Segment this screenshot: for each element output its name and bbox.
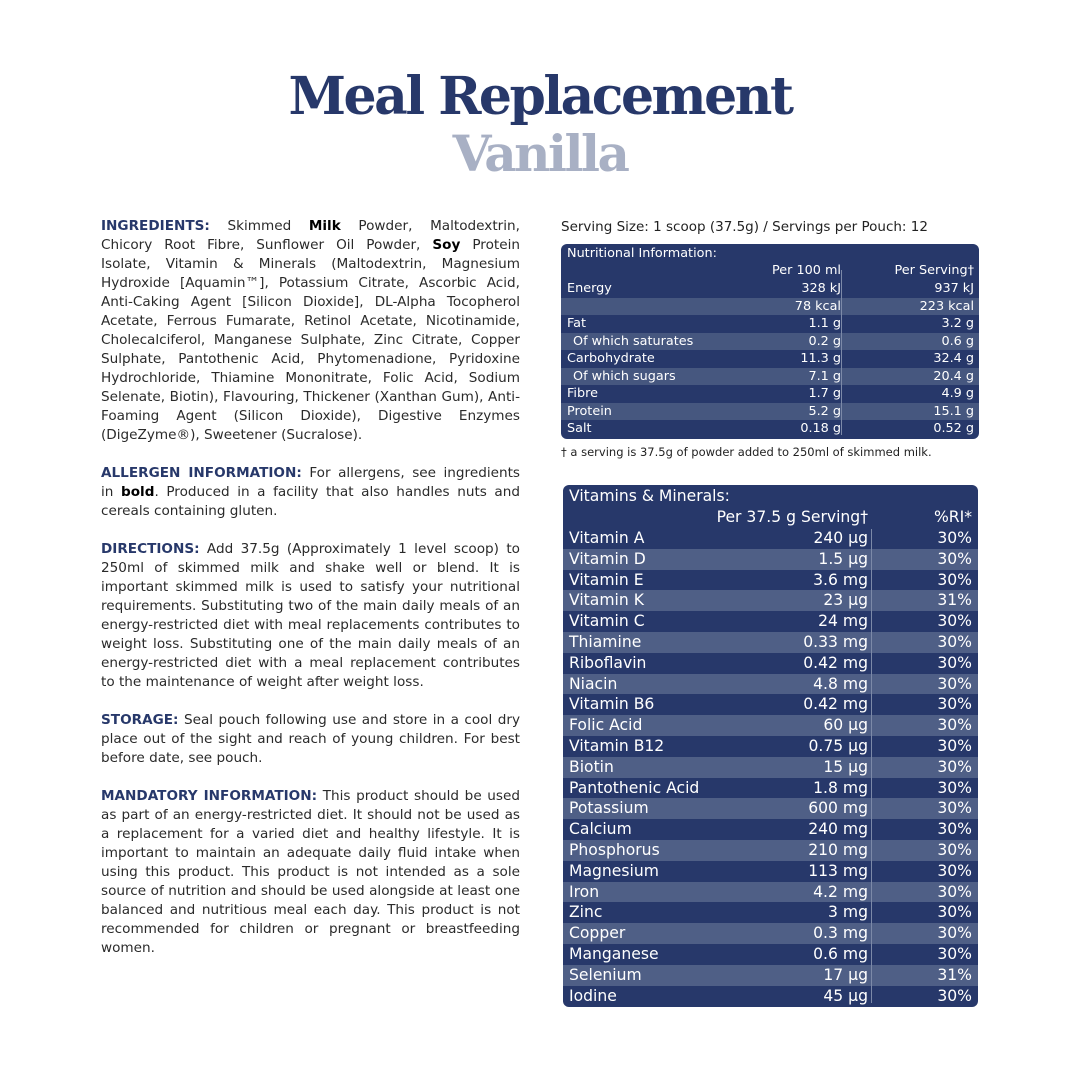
- nutrient-per-serving: 223 kcal: [919, 298, 974, 314]
- vitamin-amount: 23 µg: [823, 591, 868, 610]
- vitamin-ri: 30%: [937, 861, 972, 880]
- nutrient-per100: 5.2 g: [808, 403, 841, 419]
- vitamin-name: Vitamin D: [569, 549, 646, 568]
- vitamins-col-ri: %RI*: [933, 508, 972, 526]
- nutrient-per-serving: 0.52 g: [933, 421, 974, 436]
- vitamin-row: [563, 986, 978, 1007]
- vitamin-name: Vitamin A: [569, 529, 645, 547]
- vitamin-ri: 30%: [937, 653, 972, 672]
- nutrient-name: Salt: [567, 421, 592, 436]
- nutrient-per-serving: 32.4 g: [933, 351, 974, 366]
- vitamin-amount: 45 µg: [823, 986, 868, 1005]
- nutrient-per100: 1.7 g: [808, 386, 841, 401]
- nutrient-per-serving: 3.2 g: [941, 316, 974, 331]
- vitamin-ri: 30%: [937, 674, 972, 693]
- vitamin-row: [563, 840, 978, 861]
- vitamin-row: [563, 819, 978, 840]
- serving-footnote: † a serving is 37.5g of powder added to 250ml of skimmed milk.: [561, 445, 932, 459]
- vitamin-row: [563, 965, 978, 986]
- vitamin-amount: 0.33 mg: [803, 633, 868, 651]
- vitamin-amount: 0.42 mg: [803, 653, 868, 672]
- allergen-paragraph: [101, 464, 520, 521]
- nutrition-col-serving: Per Serving†: [894, 263, 974, 278]
- vitamin-ri: 30%: [937, 778, 972, 797]
- ingredients-text-2: Powder, Maltodextrin, Chicory Root Fibre, Sunflower Oil Powder,: [101, 218, 520, 253]
- vitamin-name: Pantothenic Acid: [569, 778, 700, 797]
- vitamin-name: Vitamin B6: [569, 695, 655, 714]
- nutrient-per100: 1.1 g: [808, 316, 841, 331]
- nutrient-name: Carbohydrate: [567, 351, 655, 366]
- nutrient-name: Fat: [567, 316, 587, 331]
- vitamins-col-serving: Per 37.5 g Serving†: [716, 508, 868, 526]
- nutrient-name: Protein: [567, 403, 612, 419]
- vitamin-name: Calcium: [569, 820, 632, 839]
- vitamin-name: Manganese: [569, 945, 659, 963]
- allergen-text-2: . Produced in a facility that also handles nuts and cereals containing gluten.: [101, 484, 521, 519]
- vitamin-ri: 30%: [937, 716, 972, 735]
- vitamin-row: [563, 611, 978, 632]
- ingredients-label: INGREDIENTS:: [101, 218, 210, 234]
- ingredients-paragraph: [101, 217, 520, 445]
- vitamin-name: Iodine: [569, 986, 617, 1005]
- nutrient-per-serving: 15.1 g: [933, 403, 974, 419]
- ingredients-text-3: Protein Isolate, Vitamin & Minerals (Maltodextrin, Magnesium Hydroxide [Aquamin™], Potassium Citrate, Ascorbic Acid, Anti-Caking Agent [Silicon Dioxide], DL-Alpha Tocopherol Acetate, Ferrous Fumarate, Retinol Acetate, Nicotinamide, Cholecalciferol, Manganese Sulphate, Zinc Citrate, Copper Sulphate, Pantothenic Acid, Phytomenadione, Pyridoxine Hydrochloride, Thiamine Mononitrate, Folic Acid, Sodium Selenate, Biotin), Flavouring, Thickener (Xanthan Gum), Anti-Foaming Agent (Silicon Dioxide), Digestive Enzymes (DigeZyme®), Sweetener (Sucralose).: [101, 237, 520, 443]
- mandatory-text: This product should be used as part of an energy-restricted diet. It should not be used as a replacement for a varied diet and healthy lifestyle. It is important to maintain an adequate daily fluid intake when using this product. This product is not intended as a sole source of nutrition and should be used alongside at least one balanced and nutritious meal each day. This product is not recommended for children or pregnant or breastfeeding women.: [101, 788, 520, 956]
- vitamin-amount: 0.42 mg: [803, 695, 868, 714]
- vitamins-heading: Vitamins & Minerals:: [569, 487, 730, 505]
- vitamin-name: Vitamin C: [569, 612, 645, 631]
- vitamin-amount: 1.8 mg: [813, 778, 868, 797]
- nutrient-per100: 7.1 g: [808, 368, 841, 384]
- product-title: Meal Replacement: [288, 66, 792, 127]
- ingredients-bold-soy: Soy: [432, 237, 461, 253]
- vitamin-ri: 30%: [937, 737, 972, 755]
- vitamin-ri: 30%: [937, 882, 972, 901]
- vitamin-ri: 30%: [937, 612, 972, 631]
- vitamin-amount: 24 mg: [818, 612, 868, 631]
- vitamin-row: [563, 923, 978, 944]
- vitamin-name: Thiamine: [569, 633, 642, 651]
- ingredients-text-1: Skimmed: [209, 218, 309, 234]
- vitamin-row: [563, 757, 978, 778]
- vitamin-amount: 240 mg: [808, 820, 868, 839]
- nutrition-column-header-row: [561, 262, 979, 280]
- vitamin-row: [563, 715, 978, 736]
- vitamin-ri: 30%: [937, 986, 972, 1005]
- vitamin-ri: 30%: [937, 549, 972, 568]
- vitamin-row: [563, 590, 978, 611]
- vitamin-row: [563, 778, 978, 799]
- vitamin-ri: 31%: [937, 965, 972, 984]
- storage-label: STORAGE:: [101, 712, 179, 728]
- nutrient-per-serving: 20.4 g: [933, 368, 974, 384]
- nutrition-row: [561, 368, 979, 386]
- nutrition-row: [561, 298, 979, 316]
- vitamin-amount: 60 µg: [823, 716, 868, 735]
- nutrition-row: [561, 350, 979, 368]
- product-info-column: [101, 217, 520, 977]
- nutrition-row: [561, 385, 979, 403]
- vitamin-ri: 30%: [937, 695, 972, 714]
- nutrient-name: Of which saturates: [573, 333, 694, 349]
- vitamin-amount: 17 µg: [823, 965, 868, 984]
- vitamin-ri: 30%: [937, 945, 972, 963]
- vitamin-ri: 30%: [937, 570, 972, 589]
- vitamin-amount: 113 mg: [808, 861, 868, 880]
- vitamin-name: Copper: [569, 924, 626, 943]
- vitamin-row: [563, 882, 978, 903]
- vitamin-amount: 4.8 mg: [813, 674, 868, 693]
- vitamin-amount: 3.6 mg: [813, 570, 868, 589]
- vitamin-name: Vitamin E: [569, 570, 644, 589]
- vitamin-ri: 30%: [937, 757, 972, 776]
- vitamin-amount: 600 mg: [808, 799, 868, 818]
- vitamin-amount: 210 mg: [808, 841, 868, 859]
- serving-size-line: Serving Size: 1 scoop (37.5g) / Servings per Pouch: 12: [561, 219, 928, 235]
- directions-paragraph: [101, 540, 520, 692]
- vitamin-amount: 4.2 mg: [813, 882, 868, 901]
- storage-paragraph: [101, 711, 520, 768]
- nutrient-per100: 78 kcal: [794, 298, 841, 314]
- vitamin-name: Vitamin B12: [569, 737, 665, 755]
- vitamin-row: [563, 549, 978, 570]
- vitamin-row: [563, 653, 978, 674]
- vitamin-ri: 30%: [937, 799, 972, 818]
- vitamin-ri: 30%: [937, 841, 972, 859]
- vitamin-name: Phosphorus: [569, 841, 660, 859]
- nutrition-row: [561, 420, 979, 438]
- nutrition-row: [561, 280, 979, 298]
- vitamin-row: [563, 528, 978, 549]
- vitamin-amount: 0.3 mg: [813, 924, 868, 943]
- ingredients-bold-milk: Milk: [308, 218, 341, 234]
- nutrient-per-serving: 4.9 g: [941, 386, 974, 401]
- directions-text: Add 37.5g (Approximately 1 level scoop) to 250ml of skimmed milk and shake well or blend. It is important skimmed milk is used to satisfy your nutritional requirements. Substituting two of the main daily meals of an energy-restricted diet with meal replacements contributes to weight loss. Substituting one of the main daily meals of an energy-restricted diet with a meal replacement contributes to the maintenance of weight after weight loss.: [101, 541, 520, 690]
- nutrient-per100: 11.3 g: [800, 351, 841, 366]
- vitamin-amount: 240 µg: [813, 529, 868, 547]
- vitamin-name: Iron: [569, 882, 600, 901]
- nutrient-per-serving: 937 kJ: [934, 281, 974, 296]
- vitamin-ri: 30%: [937, 529, 972, 547]
- directions-label: DIRECTIONS:: [101, 541, 200, 557]
- nutrient-per100: 0.2 g: [808, 333, 841, 349]
- nutrient-per100: 328 kJ: [801, 281, 841, 296]
- storage-text: Seal pouch following use and store in a cool dry place out of the sight and reach of young children. For best before date, see pouch.: [101, 712, 520, 766]
- column-divider: [841, 270, 842, 435]
- nutrition-col-per100: Per 100 ml: [772, 263, 841, 278]
- mandatory-paragraph: [101, 787, 520, 958]
- vitamin-row: [563, 632, 978, 653]
- vitamin-name: Potassium: [569, 799, 649, 818]
- vitamin-ri: 30%: [937, 820, 972, 839]
- vitamin-amount: 15 µg: [823, 757, 868, 776]
- vitamin-name: Magnesium: [569, 861, 659, 880]
- vitamin-amount: 3 mg: [828, 903, 868, 922]
- vitamin-row: [563, 570, 978, 591]
- vitamin-name: Folic Acid: [569, 716, 643, 735]
- nutrition-heading: Nutritional Information:: [567, 246, 717, 261]
- vitamin-ri: 31%: [937, 591, 972, 610]
- vitamin-row: [563, 674, 978, 695]
- vitamin-amount: 1.5 µg: [818, 549, 868, 568]
- column-divider: [871, 529, 872, 1003]
- nutrient-per-serving: 0.6 g: [941, 333, 974, 349]
- vitamin-name: Riboflavin: [569, 653, 647, 672]
- vitamin-ri: 30%: [937, 924, 972, 943]
- nutrition-row: [561, 403, 979, 421]
- vitamin-ri: 30%: [937, 903, 972, 922]
- vitamin-name: Biotin: [569, 757, 614, 776]
- nutrient-name: Of which sugars: [573, 368, 676, 384]
- vitamin-name: Zinc: [569, 903, 603, 922]
- nutrition-row: [561, 315, 979, 333]
- vitamin-name: Selenium: [569, 965, 642, 984]
- nutrient-per100: 0.18 g: [800, 421, 841, 436]
- vitamin-amount: 0.75 µg: [808, 737, 868, 755]
- nutrition-row: [561, 333, 979, 351]
- vitamin-name: Niacin: [569, 674, 618, 693]
- nutrition-table: [561, 244, 979, 439]
- vitamins-heading-row: [563, 486, 978, 507]
- nutrient-name: Energy: [567, 281, 612, 296]
- vitamin-ri: 30%: [937, 633, 972, 651]
- vitamins-column-header-row: [563, 507, 978, 528]
- vitamin-name: Vitamin K: [569, 591, 644, 610]
- vitamin-row: [563, 861, 978, 882]
- allergen-label: ALLERGEN INFORMATION:: [101, 465, 302, 481]
- product-subtitle: Vanilla: [452, 124, 628, 183]
- allergen-bold: bold: [120, 484, 155, 500]
- vitamin-row: [563, 902, 978, 923]
- nutrition-heading-row: [561, 245, 979, 263]
- vitamin-row: [563, 944, 978, 965]
- vitamin-row: [563, 736, 978, 757]
- vitamin-row: [563, 798, 978, 819]
- vitamin-amount: 0.6 mg: [813, 945, 868, 963]
- mandatory-label: MANDATORY INFORMATION:: [101, 788, 318, 804]
- nutrient-name: Fibre: [567, 386, 598, 401]
- allergen-text-1: For allergens, see ingredients in: [101, 465, 520, 500]
- vitamins-table: [563, 485, 978, 1007]
- vitamin-row: [563, 694, 978, 715]
